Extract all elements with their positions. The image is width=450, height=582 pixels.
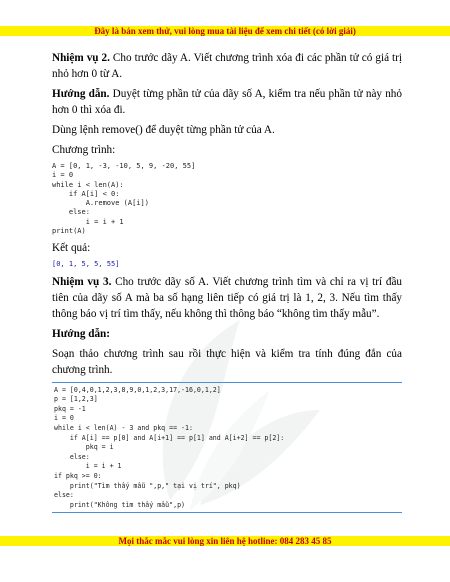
- bottom-banner-text: Mọi thắc mắc vui lòng xin liên hệ hotline: 084 283 45 85: [118, 536, 332, 546]
- task3-code-line: print("Không tìm thấy mẫu",p): [54, 500, 186, 509]
- task3-code-block: [52, 382, 402, 514]
- task3-code-line: pkq = -1: [54, 404, 86, 413]
- task3-code-line: while i < len(A) - 3 and pkq == -1:: [54, 424, 193, 433]
- task2-code-line: A = [0, 1, -3, -10, 5, 9, -20, 55]: [52, 162, 196, 170]
- task2-guide-paragraph: [52, 86, 402, 118]
- task3-paragraph: [52, 274, 402, 322]
- top-banner: [0, 26, 450, 36]
- task2-code-line: else:: [52, 208, 90, 217]
- task2-text: Cho trước dãy A. Viết chương trình xóa đi các phần tử có giá trị nhỏ hơn 0 từ A.: [52, 52, 402, 80]
- task3-text: Cho trước dãy số A. Viết chương trình tìm và chỉ ra vị trí đầu tiên của dãy số A mà ba số hạng liên tiếp có giá trị là 1, 2, 3. Nếu tìm thấy thông báo vị trí tìm thấy, nếu không thì thông báo “không tìm thấy mẫu”.: [52, 275, 402, 320]
- task2-code-line: i = i + 1: [52, 217, 124, 226]
- task2-paragraph: [52, 50, 402, 82]
- document-content: [52, 50, 402, 513]
- task3-code-line: if A[i] == p[0] and A[i+1] == p[1] and A[i+2] == p[2]:: [54, 433, 285, 442]
- task3-code-line: i = i + 1: [54, 462, 122, 471]
- task2-result-value: [0, 1, 5, 5, 55]: [52, 260, 120, 269]
- task3-code-line: else:: [54, 452, 90, 461]
- task2-guide-label: Hướng dẫn.: [52, 88, 110, 100]
- task2-label: Nhiệm vụ 2.: [52, 52, 110, 64]
- task2-code-line: i = 0: [52, 171, 74, 180]
- top-banner-text: Đây là bản xem thử, vui lòng mua tài liệu để xem chi tiết (có lời giải): [94, 26, 356, 36]
- task2-result-output: [52, 260, 402, 269]
- task2-hint: Dùng lệnh remove() để duyệt từng phần tử của A.: [52, 124, 275, 136]
- task2-result-label: Kết quả:: [52, 242, 91, 255]
- task3-code-line: print("Tìm thấy mẫu ",p," tại vị trí", pkq): [54, 481, 241, 490]
- task3-code-line: A = [0,4,0,1,2,3,8,9,0,1,2,3,17,-16,0,1,2]: [54, 385, 221, 394]
- task2-program-label: Chương trình:: [52, 144, 116, 156]
- task3-label: Nhiệm vụ 3.: [52, 275, 112, 288]
- task2-code-line: A.remove (A[i]): [52, 199, 149, 208]
- task2-guide-text: Duyệt từng phần tử của dãy số A, kiểm tra nếu phần tử này nhỏ hơn 0 thì xóa đi.: [52, 88, 402, 116]
- task3-guide-text: Soạn thảo chương trình sau rồi thực hiện và kiểm tra tính đúng đắn của chương trình.: [52, 347, 402, 376]
- task3-code-line: i = 0: [54, 414, 74, 423]
- task3-code-line: p = [1,2,3]: [54, 395, 98, 404]
- task3-code-line: if pkq >= 0:: [54, 472, 102, 481]
- task3-code-line: else:: [54, 491, 74, 500]
- bottom-banner: [0, 536, 450, 546]
- task3-code-line: pkq = i: [54, 443, 114, 452]
- task2-code-line: print(A): [52, 227, 86, 236]
- task2-code-line: if A[i] < 0:: [52, 189, 120, 198]
- task2-code-line: while i < len(A):: [52, 180, 124, 189]
- task3-guide-label: Hướng dẫn:: [52, 327, 110, 340]
- task2-code-block: [52, 162, 402, 236]
